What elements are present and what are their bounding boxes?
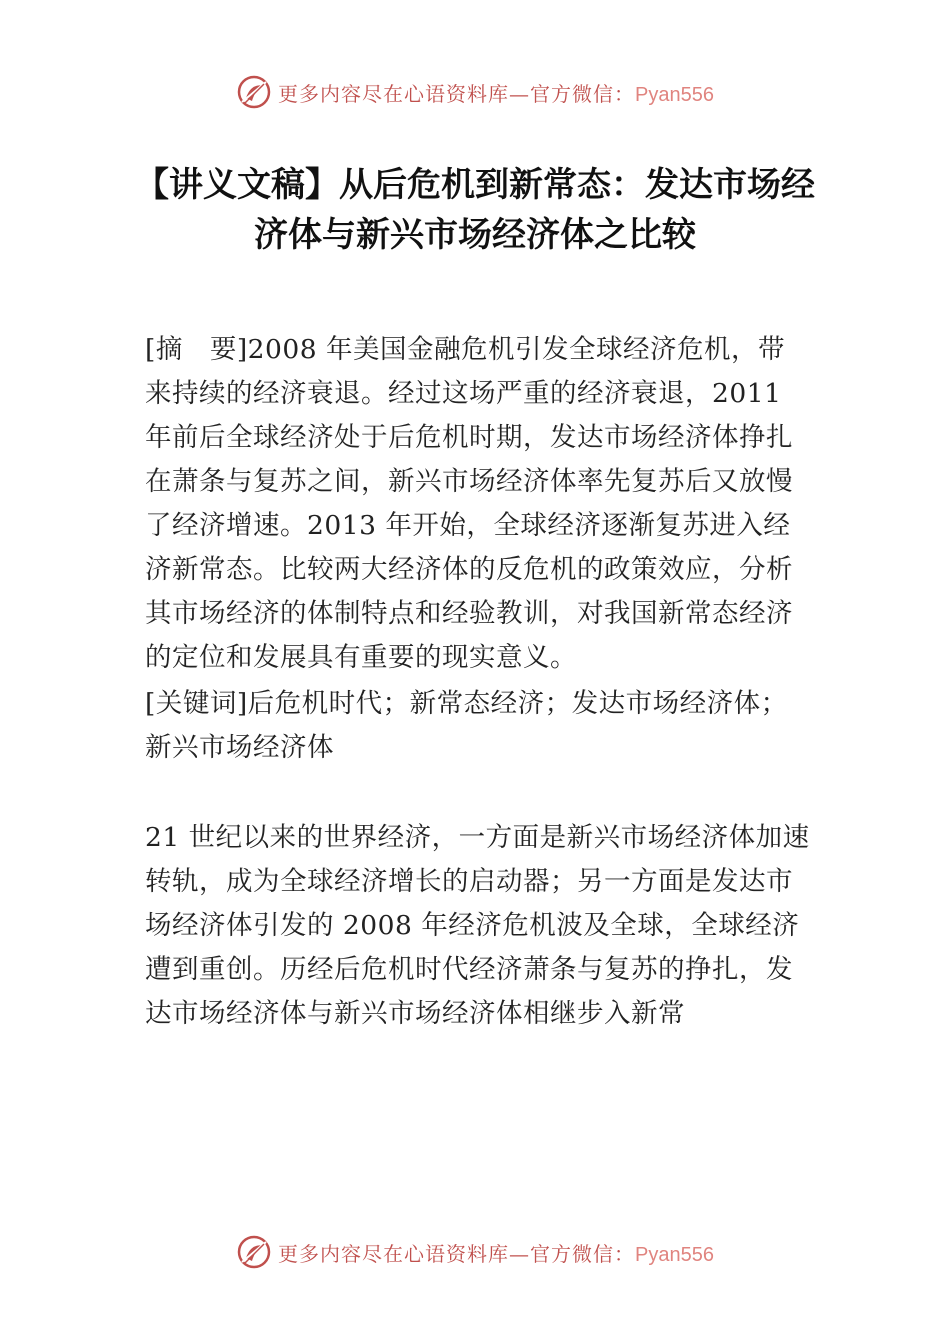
body-paragraph	[145, 816, 810, 1036]
paragraph-text: 21 世纪以来的世界经济，一方面是新兴市场经济体加速转轨，成为全球经济增长的启动器；另一方面是发达市场经济体引发的 2008 年经济危机波及全球，全球经济遭到重创。历经后危机时代经济萧条与复苏的挣扎，发达市场经济体与新兴市场经济体相继步入新常	[145, 822, 810, 1029]
logo-icon	[236, 74, 272, 110]
keywords-section	[145, 682, 810, 770]
logo-icon	[236, 1234, 272, 1270]
footer-banner	[0, 1232, 950, 1272]
banner-text: 更多内容尽在心语资料库—官方微信：Pyan556	[278, 81, 714, 106]
keywords-text: [关键词]后危机时代；新常态经济；发达市场经济体；新兴市场经济体	[145, 688, 788, 763]
banner-text: 更多内容尽在心语资料库—官方微信：Pyan556	[278, 1241, 714, 1266]
header-banner	[0, 72, 950, 112]
abstract-text: [摘 要]2008 年美国金融危机引发全球经济危机，带来持续的经济衰退。经过这场严重的经济衰退，2011 年前后全球经济处于后危机时期，发达市场经济体挣扎在萧条与复苏之间，新兴市场经济体率先复苏后又放慢了经济增速。2013 年开始，全球经济逐渐复苏进入经济新常态。比较两大经济体的反危机的政策效应，分析其市场经济的体制特点和经验教训，对我国新常态经济的定位和发展具有重要的现实意义。	[145, 334, 793, 673]
abstract-section	[145, 328, 810, 680]
document-title: 【讲义文稿】从后危机到新常态：发达市场经济体与新兴市场经济体之比较	[135, 165, 815, 255]
